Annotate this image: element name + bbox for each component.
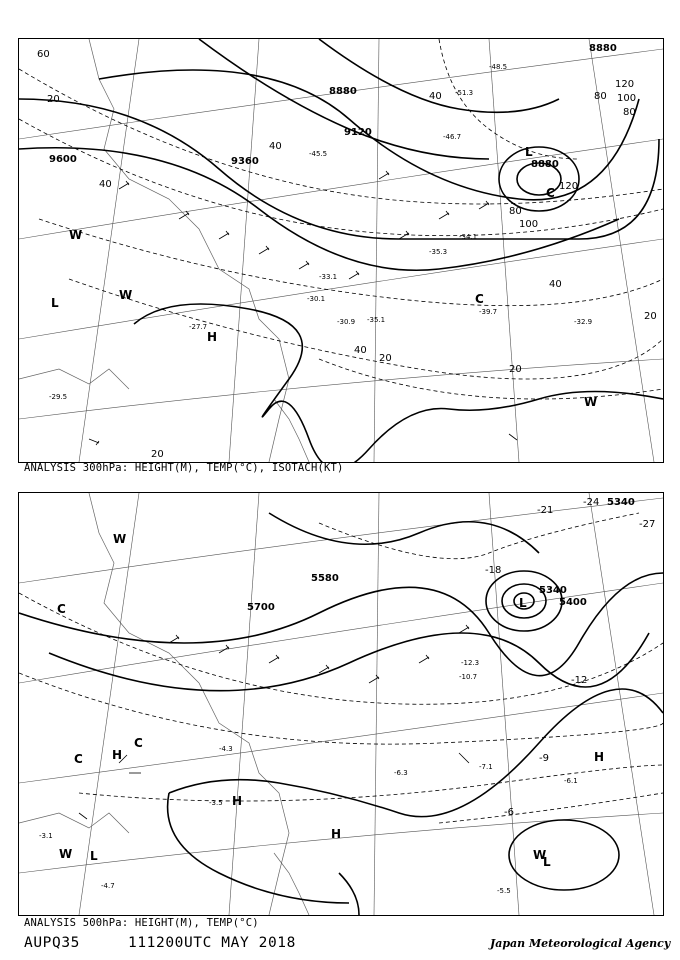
cold-center: C bbox=[546, 186, 555, 200]
temperature-label: -35.3 bbox=[429, 248, 448, 256]
height-label: 9600 bbox=[49, 154, 77, 165]
height-label: 9360 bbox=[231, 156, 259, 167]
isotach-label: 20 bbox=[509, 364, 522, 375]
station-temperature: -7.1 bbox=[479, 763, 493, 771]
lower-grid bbox=[19, 493, 663, 915]
temperature-label: -51.3 bbox=[455, 89, 474, 97]
height-label: 5340 bbox=[607, 497, 635, 508]
temperature-label: -39.7 bbox=[479, 308, 498, 316]
high-center: H bbox=[207, 330, 218, 344]
station-temperature: -3.1 bbox=[39, 832, 53, 840]
cold-center: C bbox=[134, 736, 143, 750]
lower-chart-map bbox=[19, 493, 663, 915]
height-label: 5400 bbox=[559, 597, 587, 608]
lower-height-contours bbox=[19, 513, 663, 915]
agency-credit: Japan Meteorological Agency bbox=[490, 937, 671, 950]
station-temperature: -4.3 bbox=[219, 745, 233, 753]
isotach-label: 40 bbox=[269, 141, 282, 152]
low-center: L bbox=[519, 596, 527, 610]
isotach-label: 40 bbox=[549, 279, 562, 290]
isotach-label: 80 bbox=[623, 107, 636, 118]
upper-chart-map bbox=[19, 39, 663, 462]
temperature-label: -30.9 bbox=[337, 318, 356, 326]
temperature-label: -48.5 bbox=[489, 63, 508, 71]
isotach-label: 100 bbox=[519, 219, 539, 230]
cold-center: C bbox=[475, 292, 484, 306]
isotach-label: 20 bbox=[379, 353, 392, 364]
warm-center: W bbox=[113, 532, 127, 546]
height-label: 5340 bbox=[539, 585, 567, 596]
height-label: 8880 bbox=[589, 43, 617, 54]
station-temperature: -10.7 bbox=[459, 673, 478, 681]
isotherm-label: -24 bbox=[583, 497, 600, 508]
temperature-label: -45.5 bbox=[309, 150, 328, 158]
temperature-label: -30.1 bbox=[307, 295, 326, 303]
upper-wind-barbs bbox=[89, 171, 517, 445]
isotach-label: 60 bbox=[37, 49, 50, 60]
height-label: 5580 bbox=[311, 573, 339, 584]
isotherm-label: -27 bbox=[639, 519, 656, 530]
high-center: H bbox=[331, 827, 342, 841]
isotherm-label: -6 bbox=[504, 807, 514, 818]
isotach-label: 20 bbox=[644, 311, 657, 322]
chart-code: AUPQ35 bbox=[24, 935, 80, 951]
low-center: L bbox=[525, 145, 533, 159]
upper-chart-panel bbox=[18, 38, 664, 463]
isotach-label: 20 bbox=[47, 94, 60, 105]
temperature-label: -27.7 bbox=[189, 323, 208, 331]
temperature-label: -33.1 bbox=[319, 273, 338, 281]
warm-center: W bbox=[584, 395, 598, 409]
lower-wind-barbs bbox=[79, 625, 469, 819]
isotherm-label: -18 bbox=[485, 565, 502, 576]
station-temperature: -4.7 bbox=[101, 882, 115, 890]
station-temperature: -6.3 bbox=[394, 769, 408, 777]
high-center: H bbox=[594, 750, 605, 764]
height-label: 5700 bbox=[247, 602, 275, 613]
lower-station-temperatures bbox=[39, 659, 578, 895]
isotach-label: 20 bbox=[151, 449, 164, 460]
station-temperature: -6.1 bbox=[564, 777, 578, 785]
temperature-label: -34.1 bbox=[459, 233, 478, 241]
isotherm-label: -21 bbox=[537, 505, 554, 516]
temperature-label: -46.7 bbox=[443, 133, 462, 141]
temperature-label: -29.5 bbox=[49, 393, 68, 401]
station-temperature: -12.3 bbox=[461, 659, 480, 667]
chart-datetime: 111200UTC MAY 2018 bbox=[128, 935, 296, 951]
isotach-label: 40 bbox=[354, 345, 367, 356]
height-label: 8880 bbox=[329, 86, 357, 97]
high-center: H bbox=[232, 794, 243, 808]
isotach-label: 120 bbox=[615, 79, 635, 90]
warm-center: W bbox=[69, 228, 83, 242]
isotach-label: 100 bbox=[617, 93, 637, 104]
high-center: H bbox=[112, 748, 123, 762]
upper-isotach-labels bbox=[37, 49, 657, 460]
isotach-label: 40 bbox=[429, 91, 442, 102]
isotherm-label: -9 bbox=[539, 753, 549, 764]
warm-center: W bbox=[533, 848, 547, 862]
station-temperature: -3.5 bbox=[209, 799, 223, 807]
height-label: 9120 bbox=[344, 127, 372, 138]
isotach-label: 80 bbox=[594, 91, 607, 102]
low-center: L bbox=[51, 296, 59, 310]
isotherm-label: -12 bbox=[571, 675, 588, 686]
low-center: L bbox=[543, 855, 551, 869]
temperature-label: -35.1 bbox=[367, 316, 386, 324]
cold-center: C bbox=[57, 602, 66, 616]
cold-center: C bbox=[74, 752, 83, 766]
warm-center: W bbox=[119, 288, 133, 302]
station-temperature: -5.5 bbox=[497, 887, 511, 895]
isotach-label: 80 bbox=[509, 206, 522, 217]
height-label: 8880 bbox=[531, 159, 559, 170]
isotach-label: 40 bbox=[99, 179, 112, 190]
lower-chart-caption: ANALYSIS 500hPa: HEIGHT(M), TEMP(°C) bbox=[24, 917, 259, 929]
warm-center: W bbox=[59, 847, 73, 861]
upper-chart-caption: ANALYSIS 300hPa: HEIGHT(M), TEMP(°C), ISOTACH(KT) bbox=[24, 462, 344, 474]
lower-chart-panel bbox=[18, 492, 664, 916]
low-center: L bbox=[90, 849, 98, 863]
temperature-label: -32.9 bbox=[574, 318, 593, 326]
isotach-label: 120 bbox=[559, 181, 579, 192]
